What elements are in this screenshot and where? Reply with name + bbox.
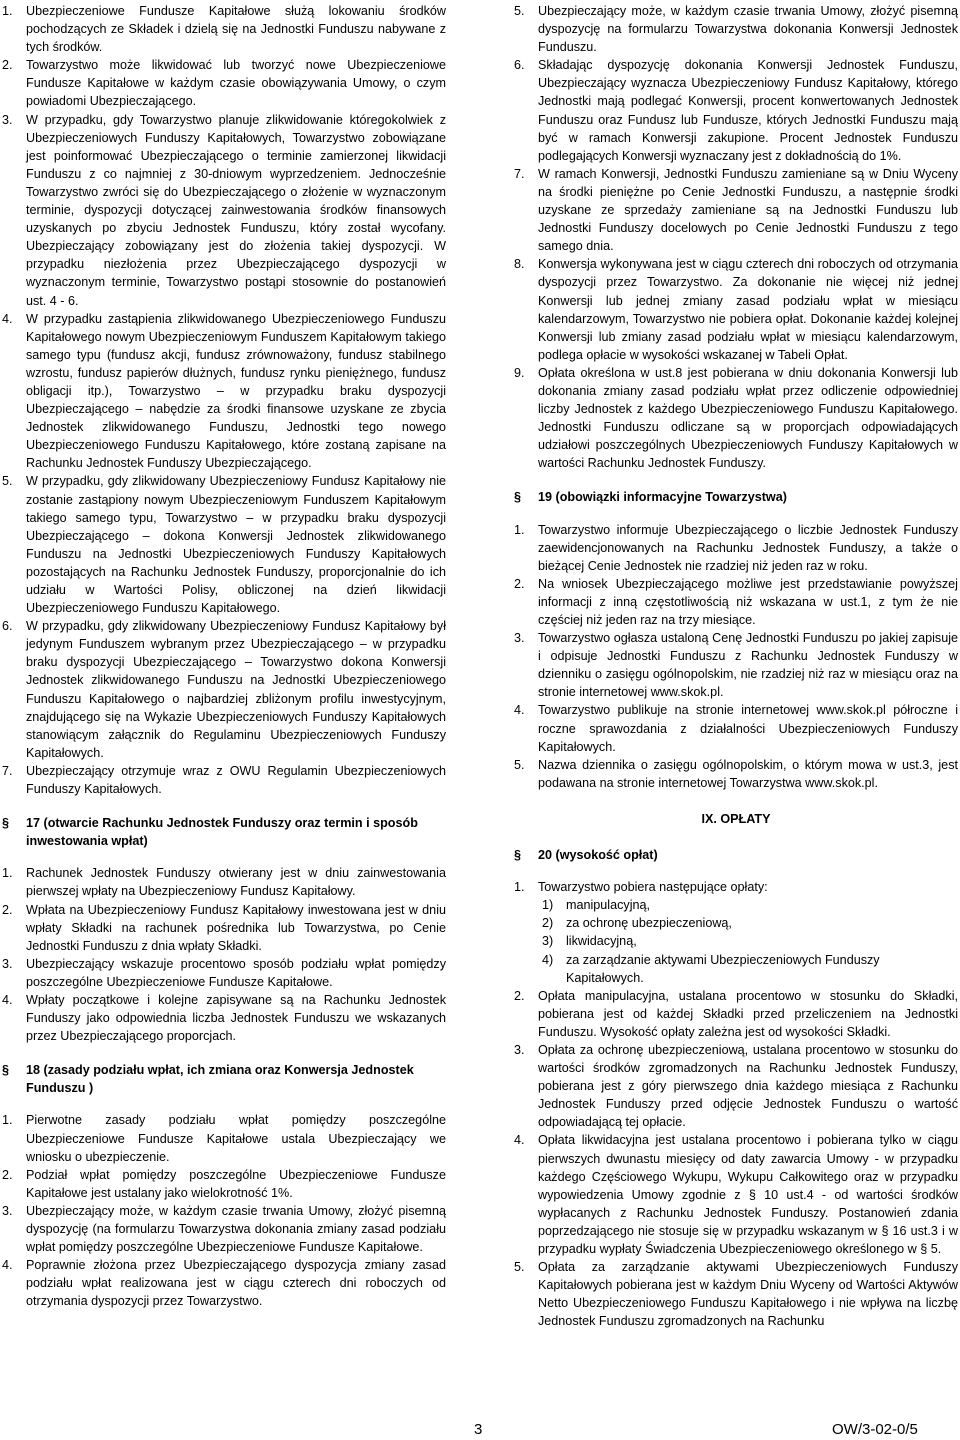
paragraph-sign: § [2, 816, 10, 831]
sub-list-item [514, 951, 958, 987]
document-code: OW/3-02-0/5 [832, 1421, 918, 1438]
list-item [2, 617, 446, 762]
list-item [2, 864, 446, 900]
list-item [2, 901, 446, 955]
section-18-list [2, 1111, 446, 1310]
heading-text: 20 (wysokość opłat) [538, 848, 658, 863]
item-number: 6. [2, 619, 13, 634]
item-number: 2. [514, 988, 525, 1003]
list-item [514, 2, 958, 56]
list-item [514, 1258, 958, 1330]
section-heading-19 [514, 488, 958, 506]
item-number: 5. [514, 1260, 525, 1275]
page-number: 3 [474, 1421, 483, 1438]
item-text: Wpłata na Ubezpieczeniowy Fundusz Kapitałowy inwestowana jest w dniu wpłaty Składki na rachunek pośrednika lub Towarzystwa, po Cenie Jednostki Funduszu z dnia wpłaty Składki. [26, 902, 446, 953]
sub-item-number: 1) [542, 898, 554, 913]
list-item [514, 521, 958, 575]
item-text: Rachunek Jednostek Funduszy otwierany jest w dniu zainwestowania pierwszej wpłaty na Ubezpieczeniowy Fundusz Kapitałowy. [26, 866, 446, 899]
item-number: 3. [514, 631, 525, 646]
item-number: 1. [514, 880, 525, 895]
item-number: 5. [2, 474, 13, 489]
item-number: 7. [514, 166, 525, 181]
list-item [2, 1166, 446, 1202]
section-17-list [2, 864, 446, 1045]
paragraph-sign: § [514, 848, 522, 863]
item-text: Opłata za zarządzanie aktywami Ubezpieczeniowych Funduszy Kapitałowych pobierana jest w każdym Dniu Wyceny od Wartości Aktywów Netto Ubezpieczeniowego Funduszu Kapitałowego i nie wpływa na liczbę Jednostek Funduszu zgromadzonych na Rachunku [538, 1260, 958, 1329]
item-number: 4. [514, 1133, 525, 1148]
list-item [2, 991, 446, 1045]
sub-list-item [514, 914, 958, 932]
list-item [2, 2, 446, 56]
item-number: 2. [2, 902, 13, 917]
item-text: Poprawnie złożona przez Ubezpieczającego dyspozycja zmiany zasad podziału wpłat realizowana jest w ciągu czterech dni roboczych od otrzymania dyspozycji przez Towarzystwo. [26, 1258, 446, 1309]
continued-list [514, 2, 958, 472]
list-item [514, 56, 958, 165]
section-heading-17 [2, 814, 446, 850]
item-number: 3. [2, 956, 13, 971]
intro-list [2, 2, 446, 798]
sub-item-text: za zarządzanie aktywami Ubezpieczeniowych Funduszy Kapitałowych. [566, 952, 880, 985]
item-number: 1. [2, 866, 13, 881]
list-item [2, 1202, 446, 1256]
item-text: Towarzystwo może likwidować lub tworzyć nowe Ubezpieczeniowe Fundusze Kapitałowe w każdym czasie obowiązywania Umowy, o czym powiadomi Ubezpieczającego. [26, 58, 446, 109]
list-item [514, 701, 958, 755]
item-text: W przypadku zastąpienia zlikwidowanego Ubezpieczeniowego Funduszu Kapitałowego nowym Ubezpieczeniowym Funduszem Kapitałowym takiego samego typu (fundusz akcji, fundusz zrównoważony, fundusz stabilnego wzrostu, fundusz papierów dłużnych, fundusz rynku pieniężnego, fundusz obligacji itp.), Towarzystwo – w przypadku braku dyspozycji Ubezpieczającego – nabędzie za środki finansowe uzyskane ze zbycia Jednostek zlikwidowanego Funduszu, Jednostki tego nowego Ubezpieczeniowego Funduszu Kapitałowego, które zostaną zapisane na Rachunku Jednostek Funduszy Ubezpieczającego. [26, 311, 446, 471]
item-number: 9. [514, 365, 525, 380]
paragraph-sign: § [2, 1063, 10, 1078]
item-text: Konwersja wykonywana jest w ciągu czterech dni roboczych od otrzymania dyspozycji przez Towarzystwo. Za dokonanie nie więcej niż jednej Konwersji lub jednej zmiany zasad podziału wpłat w miesiącu kalendarzowym, Towarzystwo nie pobiera opłat. Dokonanie każdej kolejnej Konwersji lub zmiany zasad podziału wpłat w miesiącu kalendarzowym, podlega opłacie w wysokości wskazanej w Tabeli Opłat. [538, 257, 958, 362]
item-number: 1. [2, 1113, 13, 1128]
item-text: W przypadku, gdy zlikwidowany Ubezpieczeniowy Fundusz Kapitałowy był jedynym Funduszem wybranym przez Ubezpieczającego – w przypadku braku dyspozycji Ubezpieczającego – Towarzystwo dokona Konwersji Jednostek zlikwidowanego Funduszu na Jednostki Ubezpieczeniowego Funduszu Kapitałowego o najbardziej zbliżonym profilu inwestycyjnym, znajdującego się na Wykazie Ubezpieczeniowych Funduszy Kapitałowych stanowiącym załącznik do Regulaminu Ubezpieczeniowych Funduszy Kapitałowych. [26, 619, 446, 760]
item-number: 3. [2, 112, 13, 127]
list-item [514, 987, 958, 1041]
item-text: Ubezpieczający może, w każdym czasie trwania Umowy, złożyć pisemną dyspozycję na formularzu Towarzystwa dokonania Konwersji Jednostek Funduszu. [538, 4, 958, 55]
item-number: 2. [2, 58, 13, 73]
heading-text: 19 (obowiązki informacyjne Towarzystwa) [538, 490, 787, 505]
item-number: 7. [2, 763, 13, 778]
item-number: 3. [2, 1203, 13, 1218]
item-text: Nazwa dziennika o zasięgu ogólnopolskim, o którym mowa w ust.3, jest podawana na stronie internetowej Towarzystwa www.skok.pl. [538, 757, 958, 790]
item-number: 4. [2, 1258, 13, 1273]
item-text: Towarzystwo pobiera następujące opłaty: [538, 880, 768, 895]
list-item [514, 364, 958, 473]
list-item [514, 1131, 958, 1258]
item-number: 1. [514, 522, 525, 537]
heading-text: 18 (zasady podziału wpłat, ich zmiana oraz Konwersja Jednostek Funduszu ) [26, 1063, 414, 1096]
item-text: Ubezpieczający otrzymuje wraz z OWU Regulamin Ubezpieczeniowych Funduszy Kapitałowych. [26, 763, 446, 797]
sub-item-number: 4) [542, 952, 554, 967]
item-number: 2. [514, 576, 525, 591]
item-number: 4. [2, 992, 13, 1007]
paragraph-sign: § [514, 490, 522, 505]
item-number: 4. [514, 703, 525, 718]
item-text: Ubezpieczający może, w każdym czasie trwania Umowy, złożyć pisemną dyspozycję (na formularzu Towarzystwa dokonania zmiany zasad podziału wpłat pomiędzy poszczególne Ubezpieczeniowe Fundusze Kapitałowe. [26, 1203, 446, 1255]
item-text: Opłata likwidacyjna jest ustalana procentowo i pobierana tylko w ciągu pierwszych dwunastu miesięcy od daty zawarcia Umowy - w przypadku każdego Częściowego Wykupu, Wykupu Całkowitego oraz w przypadku wypowiedzenia Umowy zgodnie z § 10 ust.4 - od wartości środków wypłacanych z Rachunku Jednostek Funduszy. Postanowień zdania poprzedzającego nie stosuje się w przypadku wskazanym w § 16 ust.3 i w przypadku wypłaty Świadczenia Ubezpieczeniowego określonego w § 5. [538, 1133, 958, 1256]
item-text: Pierwotne zasady podziału wpłat pomiędzy poszczególne Ubezpieczeniowe Fundusze Kapitałowe ustala Ubezpieczający we wniosku o ubezpieczenie. [26, 1113, 446, 1164]
item-text: Opłata określona w ust.8 jest pobierana w dniu dokonania Konwersji lub dokonania zmiany zasad podziału wpłat przez odliczenie odpowiedniej liczby Jednostek z każdego Ubezpieczeniowego Funduszu Kapitałowego. Jednostki Funduszu odliczane są w proporcjach odpowiadających udziałowi poszczególnych Ubezpieczeniowych Funduszy Kapitałowych w wartości Rachunku Jednostek Funduszy. [538, 365, 958, 471]
list-item [2, 1256, 446, 1310]
item-text: Opłata manipulacyjna, ustalana procentowo w stosunku do Składki, pobierana jest od każdej Składki przed przeliczeniem na Jednostki Funduszu. Wysokość opłaty zależna jest od wysokości Składki. [538, 988, 958, 1039]
section-heading-20 [514, 846, 958, 864]
item-text: Towarzystwo publikuje na stronie internetowej www.skok.pl półroczne i roczne sprawozdania z działalności Ubezpieczeniowych Funduszy Kapitałowych. [538, 703, 958, 754]
item-number: 3. [514, 1042, 525, 1057]
right-column [514, 2, 958, 1330]
list-item [514, 575, 958, 629]
list-item [2, 56, 446, 110]
sub-list-item [514, 896, 958, 914]
item-text: Towarzystwo ogłasza ustaloną Cenę Jednostki Funduszu po jakiej zapisuje i odpisuje Jednostki Funduszu z Rachunku Jednostek Funduszy w dzienniku o zasięgu ogólnopolskim, nie rzadziej niż raz w miesiącu oraz na stronie internetowej www.skok.pl. [538, 631, 958, 700]
sub-item-number: 3) [542, 934, 554, 949]
sub-list-item [514, 932, 958, 950]
item-text: W ramach Konwersji, Jednostki Funduszu zamieniane są w Dniu Wyceny na środki pieniężne po Cenie Jednostki Funduszu, a następnie środki uzyskane ze sprzedaży zamieniane są na Jednostki Funduszu lub Jednostki Funduszy docelowych po Cenie Jednostki Funduszu z tego samego dnia. [538, 166, 958, 254]
item-number: 1. [2, 4, 13, 18]
list-item [514, 165, 958, 255]
list-item [2, 310, 446, 473]
list-item [514, 756, 958, 792]
item-number: 6. [514, 58, 525, 73]
item-number: 5. [514, 757, 525, 772]
item-text: W przypadku, gdy zlikwidowany Ubezpieczeniowy Fundusz Kapitałowy nie zostanie zastąpiony nowym Ubezpieczeniowym Funduszem Kapitałowym takiego samego typu, Towarzystwo – w przypadku braku dyspozycji Ubezpieczającego – dokona Konwersji Jednostek zlikwidowanego Funduszu na Jednostki Ubezpieczeniowych Funduszy Kapitałowych pozostających na Rachunku Jednostek Funduszy, proporcjonalnie do ich udziału w Wartości Polisy, obliczonej na dzień likwidacji Ubezpieczeniowego Funduszu Kapitałowego. [26, 474, 446, 616]
item-number: 4. [2, 311, 13, 326]
item-text: Podział wpłat pomiędzy poszczególne Ubezpieczeniowe Fundusze Kapitałowe jest ustalany jako wielokrotność 1%. [26, 1167, 446, 1200]
sub-item-text: za ochronę ubezpieczeniową, [566, 916, 732, 931]
section-20-list [514, 878, 958, 1330]
item-text: Towarzystwo informuje Ubezpieczającego o liczbie Jednostek Funduszy zaewidencjonowanych na Rachunku Jednostek Funduszy, a także o bieżącej Cenie Jednostek nie rzadziej niż jeden raz w roku. [538, 522, 958, 573]
item-text: Ubezpieczeniowe Fundusze Kapitałowe służą lokowaniu środków pochodzących ze Składek i dzielą się na Jednostki Funduszu nabywane z tych środków. [26, 4, 446, 55]
list-item [2, 955, 446, 991]
sub-item-text: manipulacyjną, [566, 898, 651, 913]
item-number: 8. [514, 257, 525, 272]
item-text: Opłata za ochronę ubezpieczeniową, ustalana procentowo w stosunku do wartości środków zgromadzonych na Rachunku Jednostek Funduszy, pobierana jest z góry pierwszego dnia każdego miesiąca z Rachunku Jednostek Funduszy przed odjęcie Jednostek Funduszu o wartość odpowiadającą tej opłacie. [538, 1042, 958, 1130]
item-text: Na wniosek Ubezpieczającego możliwe jest przedstawianie powyższej informacji z inną częstotliwością niż wskazana w ust.1, z tym że nie częściej niż jeden raz na trzy miesiące. [538, 576, 958, 627]
item-text: Składając dyspozycję dokonania Konwersji Jednostek Funduszu, Ubezpieczający wyznacza Ubezpieczeniowy Fundusz Kapitałowy, którego Jednostki mają podlegać Konwersji, procent konwertowanych Jednostek Funduszu oraz Fundusz lub Fundusze, których Jednostki Funduszu mają być w ramach Konwersji zakupione. Procent Jednostek Funduszu podlegających Konwersji wyznaczany jest z dokładnością do 1%. [538, 58, 958, 163]
chapter-title: IX. OPŁATY [701, 811, 771, 826]
list-item [2, 472, 446, 617]
item-text: W przypadku, gdy Towarzystwo planuje zlikwidowanie któregokolwiek z Ubezpieczeniowych Funduszy Kapitałowych, Towarzystwo zobowiązane jest poinformować Ubezpieczającego o terminie zamierzonej likwidacji Funduszu z co najmniej z 30-dniowym wyprzedzeniem. Jednocześnie Towarzystwo zwróci się do Ubezpieczającego o złożenie w wyznaczonym terminie, dyspozycji dotyczącej zainwestowania środków finansowych uzyskanych po zbyciu Jednostek Funduszu, który został wycofany. Ubezpieczający zobowiązany jest do złożenia takiej dyspozycji. W przypadku niezłożenia przez Ubezpieczającego dyspozycji w wyznaczonym terminie, Towarzystwo postąpi stosownie do postanowień ust. 4 - 6. [26, 112, 446, 308]
item-number: 5. [514, 4, 525, 18]
list-item [514, 255, 958, 364]
list-item [2, 111, 446, 310]
sub-item-number: 2) [542, 916, 554, 931]
list-item [2, 1111, 446, 1165]
list-item [514, 629, 958, 701]
list-item [2, 762, 446, 798]
section-19-list [514, 521, 958, 792]
item-number: 2. [2, 1167, 13, 1182]
section-heading-18 [2, 1061, 446, 1097]
heading-text: 17 (otwarcie Rachunku Jednostek Funduszy oraz termin i sposób inwestowania wpłat) [26, 816, 418, 849]
list-item [514, 1041, 958, 1131]
item-text: Ubezpieczający wskazuje procentowo sposób podziału wpłat pomiędzy poszczególne Ubezpieczeniowe Fundusze Kapitałowe. [26, 956, 446, 989]
left-column [2, 2, 446, 1310]
item-text: Wpłaty początkowe i kolejne zapisywane są na Rachunku Jednostek Funduszy jako odpowiednia liczba Jednostek Funduszu we wskazanych przez Ubezpieczającego proporcjach. [26, 992, 446, 1044]
sub-item-text: likwidacyjną, [566, 934, 637, 949]
list-item [514, 878, 958, 896]
